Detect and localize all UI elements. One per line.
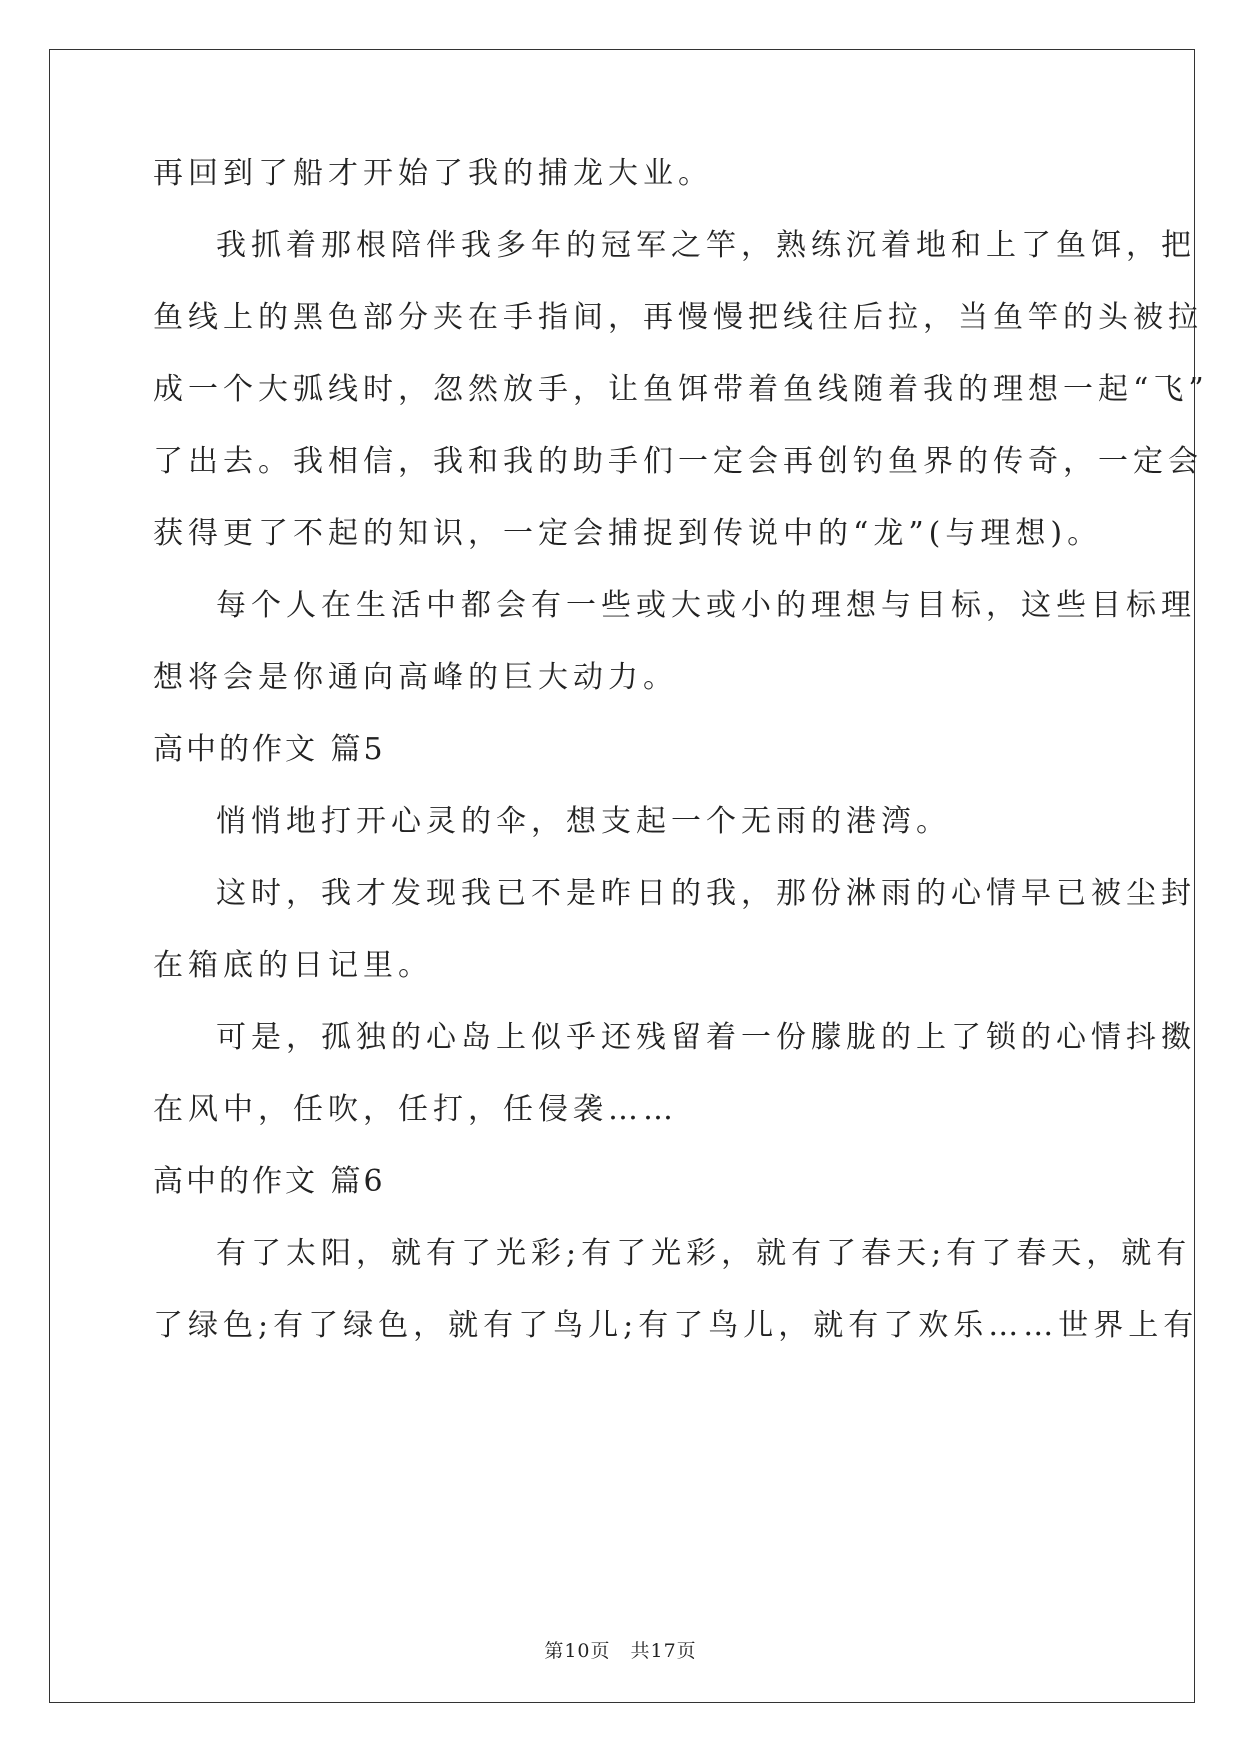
paragraph-line: 悄悄地打开心灵的伞，想支起一个无雨的港湾。 bbox=[216, 804, 951, 839]
paragraph-line: 想将会是你通向高峰的巨大动力。 bbox=[153, 660, 678, 695]
page-number-footer: 第10页 共17页 bbox=[544, 1640, 697, 1662]
paragraph-line: 了出去。我相信，我和我的助手们一定会再创钓鱼界的传奇，一定会 bbox=[153, 444, 1203, 479]
paragraph-line: 在风中，任吹，任打，任侵袭…… bbox=[153, 1092, 678, 1127]
paragraph-line: 我抓着那根陪伴我多年的冠军之竿，熟练沉着地和上了鱼饵，把 bbox=[216, 228, 1196, 263]
section-heading: 高中的作文 篇6 bbox=[153, 1164, 386, 1199]
paragraph-line: 在箱底的日记里。 bbox=[153, 948, 433, 983]
paragraph-line: 可是，孤独的心岛上似乎还残留着一份朦胧的上了锁的心情抖擞 bbox=[216, 1020, 1196, 1055]
paragraph-line: 再回到了船才开始了我的捕龙大业。 bbox=[153, 156, 713, 191]
paragraph-line: 了绿色;有了绿色，就有了鸟儿;有了鸟儿，就有了欢乐……世界上有 bbox=[153, 1308, 1199, 1343]
paragraph-line: 成一个大弧线时，忽然放手，让鱼饵带着鱼线随着我的理想一起“飞” bbox=[153, 372, 1209, 407]
paragraph-line: 获得更了不起的知识，一定会捕捉到传说中的“龙”(与理想)。 bbox=[153, 516, 1103, 551]
paragraph-line: 每个人在生活中都会有一些或大或小的理想与目标，这些目标理 bbox=[216, 588, 1196, 623]
paragraph-line: 这时，我才发现我已不是昨日的我，那份淋雨的心情早已被尘封 bbox=[216, 876, 1196, 911]
paragraph-line: 鱼线上的黑色部分夹在手指间，再慢慢把线往后拉，当鱼竿的头被拉 bbox=[153, 300, 1203, 335]
section-heading: 高中的作文 篇5 bbox=[153, 732, 386, 767]
paragraph-line: 有了太阳，就有了光彩;有了光彩，就有了春天;有了春天，就有 bbox=[216, 1236, 1192, 1271]
